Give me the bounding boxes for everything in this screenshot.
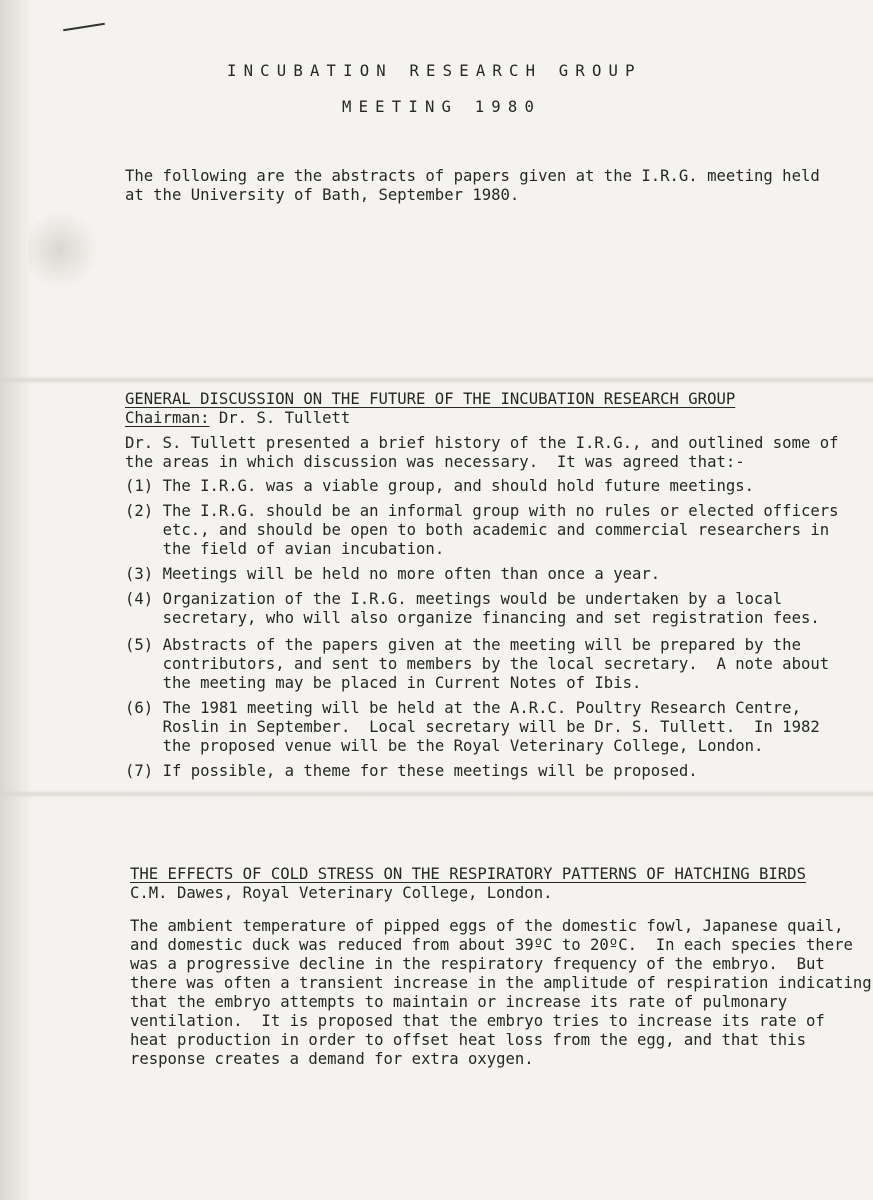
body-line: heat production in order to offset heat loss from the egg, and that this	[130, 1031, 806, 1049]
general-discussion-section	[125, 390, 845, 781]
author-line: C.M. Dawes, Royal Veterinary College, London.	[130, 884, 553, 902]
section-title: THE EFFECTS OF COLD STRESS ON THE RESPIRATORY PATTERNS OF HATCHING BIRDS	[130, 865, 806, 883]
intro-line: at the University of Bath, September 1980.	[125, 186, 520, 204]
list-item: (5) Abstracts of the papers given at the meeting will be prepared by the contributors, and sent to members by the local secretary. A note about the meeting may be placed in Current Notes of Ibis.	[125, 636, 830, 692]
paper-fold-line	[0, 790, 873, 798]
body-line: and domestic duck was reduced from about 39ºC to 20ºC. In each species there	[130, 936, 853, 954]
list-item: (2) The I.R.G. should be an informal group with no rules or elected officers etc., and should be open to both academic and commercial researchers in the field of avian incubation.	[125, 502, 839, 558]
intro-line: The following are the abstracts of papers given at the I.R.G. meeting held	[125, 167, 820, 185]
body-line: there was often a transient increase in the amplitude of respiration indicating	[130, 974, 872, 992]
body-line: response creates a demand for extra oxygen.	[130, 1050, 534, 1068]
list-item: (7) If possible, a theme for these meetings will be proposed.	[125, 762, 698, 780]
paper-fold-line	[0, 376, 873, 384]
chairman-line	[125, 409, 845, 428]
group-title: INCUBATION RESEARCH GROUP	[227, 62, 642, 80]
list-item: (3) Meetings will be held no more often than once a year.	[125, 565, 661, 583]
body-line: The ambient temperature of pipped eggs of the domestic fowl, Japanese quail,	[130, 917, 844, 935]
page-edge-shadow	[0, 0, 34, 1200]
cold-stress-section	[130, 865, 872, 1069]
intro-paragraph	[125, 167, 845, 205]
agreement-list	[125, 477, 845, 781]
chairman-name: Dr. S. Tullett	[209, 409, 351, 427]
body-line: ventilation. It is proposed that the embryo tries to increase its rate of	[130, 1012, 825, 1030]
section-title: GENERAL DISCUSSION ON THE FUTURE OF THE INCUBATION RESEARCH GROUP	[125, 390, 736, 408]
meeting-title: MEETING 1980	[342, 98, 542, 116]
list-item: (6) The 1981 meeting will be held at the A.R.C. Poultry Research Centre, Roslin in September. Local secretary will be Dr. S. Tullett. In 1982 the proposed venue will be the Royal Veterinary College, London.	[125, 699, 820, 755]
list-item: (4) Organization of the I.R.G. meetings would be undertaken by a local secretary, who will also organize financing and set registration fees.	[125, 590, 820, 627]
body-line: that the embryo attempts to maintain or increase its rate of pulmonary	[130, 993, 788, 1011]
body-line: was a progressive decline in the respiratory frequency of the embryo. But	[130, 955, 825, 973]
pen-mark	[63, 23, 105, 32]
chairman-label: Chairman:	[125, 409, 210, 427]
paper-stain	[28, 210, 98, 290]
discussion-intro-line: the areas in which discussion was necessary. It was agreed that:-	[125, 453, 745, 471]
discussion-intro-line: Dr. S. Tullett presented a brief history of the I.R.G., and outlined some of	[125, 434, 839, 452]
list-item: (1) The I.R.G. was a viable group, and should hold future meetings.	[125, 477, 755, 495]
